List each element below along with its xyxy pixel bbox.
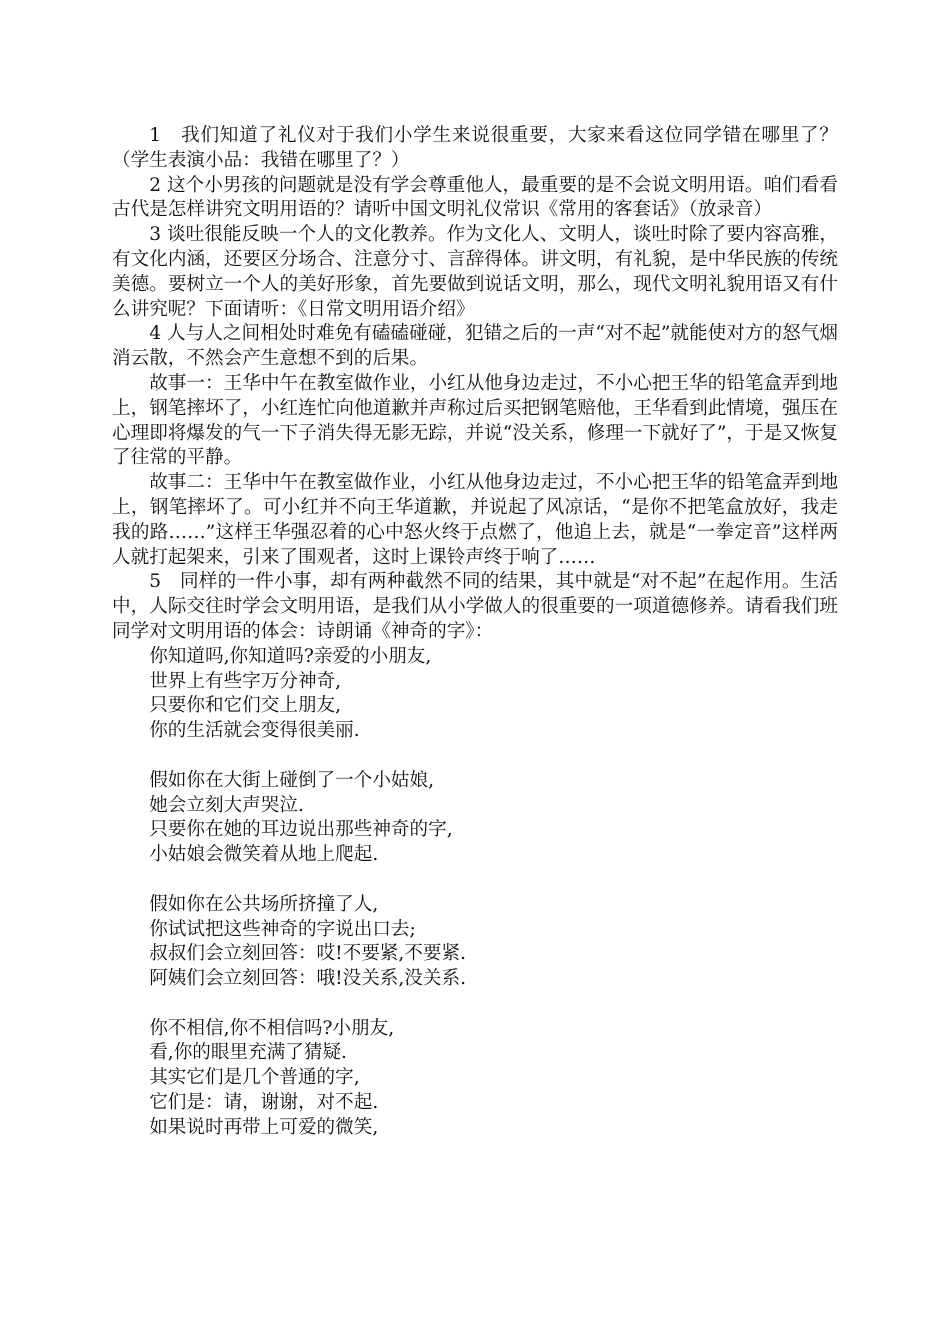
stanza-gap — [149, 744, 838, 769]
poem-line: 世界上有些字万分神奇, — [149, 670, 342, 692]
poem-line: 假如你在大街上碰倒了一个小姑娘, — [149, 769, 435, 791]
poem-line: 只要你和它们交上朋友, — [149, 695, 342, 717]
poem-line: 只要你在她的耳边说出那些神奇的字, — [149, 819, 453, 841]
paragraph-4: 4 人与人之间相处时难免有磕磕碰碰，犯错之后的一声“对不起”就能使对方的怒气烟消云散，不然会产生意想不到的后果。 — [112, 323, 838, 370]
poem-stanza-3 — [149, 893, 838, 992]
stanza-gap — [149, 992, 838, 1017]
poem-stanza-4 — [149, 1017, 838, 1141]
poem-line: 如果说时再带上可爱的微笑, — [149, 1116, 379, 1138]
poem-line: 你知道吗,你知道吗?亲爱的小朋友, — [149, 645, 432, 667]
poem-line: 叔叔们会立刻回答：哎!不要紧,不要紧. — [149, 943, 466, 965]
story-two: 故事二：王华中午在教室做作业，小红从他身边走过，不小心把王华的铅笔盒弄到地上，钢笔摔坏了。可小红并不向王华道歉，并说起了风凉话，“是你不把笔盒放好，我走我的路……”这样王华强忍着的心中怒火终于点燃了，他追上去，就是“一拳定音”这样两人就打起架来，引来了围观者，这时上课铃声终于响了…… — [112, 472, 838, 568]
poem-line: 你试试把这些神奇的字说出口去; — [149, 918, 416, 940]
poem-line: 你不相信,你不相信吗?小朋友, — [149, 1017, 395, 1039]
poem-line: 你的生活就会变得很美丽. — [149, 720, 360, 742]
paragraph-3: 3 谈吐很能反映一个人的文化教养。作为文化人、文明人，谈吐时除了要内容高雅，有文化内涵，还要区分场合、注意分寸、言辞得体。讲文明，有礼貌，是中华民族的传统美德。要树立一个人的美好形象，首先要做到说话文明，那么，现代文明礼貌用语又有什么讲究呢？下面请听：《日常文明用语介绍》 — [112, 224, 838, 320]
poem-stanza-2 — [149, 769, 838, 868]
poem-line: 阿姨们会立刻回答：哦!没关系,没关系. — [149, 968, 466, 990]
poem-line: 她会立刻大声哭泣. — [149, 794, 304, 816]
poem-line: 假如你在公共场所挤撞了人, — [149, 893, 379, 915]
poem-line: 看,你的眼里充满了猜疑. — [149, 1042, 347, 1064]
stanza-gap — [149, 868, 838, 893]
story-one: 故事一：王华中午在教室做作业，小红从他身边走过，不小心把王华的铅笔盒弄到地上，钢笔摔坏了，小红连忙向他道歉并声称过后买把钢笔赔他，王华看到此情境，强压在心理即将爆发的气一下子消失得无影无踪，并说“没关系，修理一下就好了”，于是又恢复了往常的平静。 — [112, 372, 838, 469]
paragraph-1: 1 我们知道了礼仪对于我们小学生来说很重要，大家来看这位同学错在哪里了？（学生表演小品：我错在哪里了？） — [112, 125, 838, 171]
poem-line: 小姑娘会微笑着从地上爬起. — [149, 844, 379, 866]
document-page — [112, 124, 838, 1141]
paragraph-2: 2 这个小男孩的问题就是没有学会尊重他人，最重要的是不会说文明用语。咱们看看古代是怎样讲究文明用语的？请听中国文明礼仪常识《常用的客套话》（放录音） — [112, 174, 838, 221]
poem-line: 它们是：请，谢谢，对不起. — [149, 1092, 379, 1114]
poem-stanza-1 — [149, 645, 838, 744]
poem — [112, 645, 838, 1141]
paragraph-5: 5 同样的一件小事，却有两种截然不同的结果，其中就是“对不起”在起作用。生活中，人际交往时学会文明用语，是我们从小学做人的很重要的一项道德修养。请看我们班同学对文明用语的体会：诗朗诵《神奇的字》： — [112, 571, 838, 642]
poem-line: 其实它们是几个普通的字, — [149, 1067, 360, 1089]
